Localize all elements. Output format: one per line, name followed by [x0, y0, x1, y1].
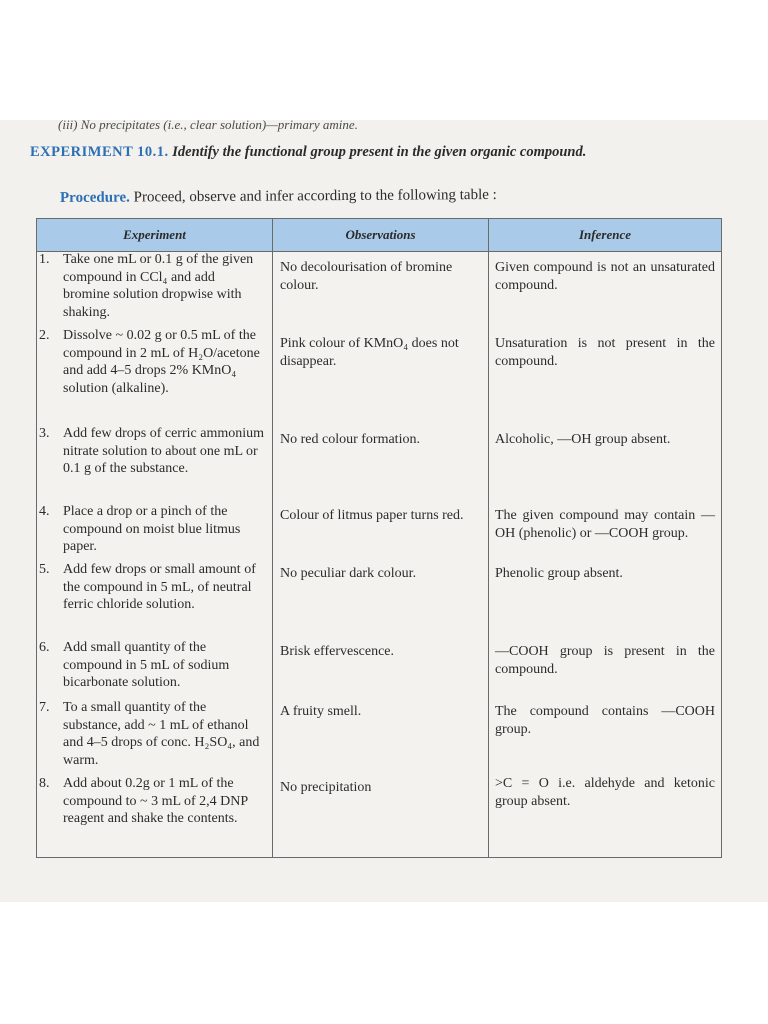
inference-cell: >C = O i.e. aldehyde and ketonic group absent. [495, 776, 715, 809]
experiment-cell [39, 425, 265, 478]
observation-cell: No red colour formation. [280, 432, 420, 447]
inference-cell: The given compound may contain —OH (phenolic) or —COOH group. [495, 508, 715, 541]
experiment-cell [39, 639, 265, 692]
column-header-experiment: Experiment [123, 227, 186, 242]
experiment-title: Identify the functional group present in the given organic compound. [172, 144, 587, 160]
procedure-line [60, 187, 497, 207]
experiment-text: Dissolve ~ 0.02 g or 0.5 mL of the compound in 2 mL of H₂O/acetone and add 4–5 drops 2% KMnO₄ solution (alkaline). [63, 328, 260, 396]
experiment-label: EXPERIMENT 10.1. [30, 144, 169, 160]
column-header-inference: Inference [488, 219, 721, 251]
observation-cell: No precipitation [280, 780, 372, 795]
experiment-cell [39, 503, 265, 556]
procedure-text: Proceed, observe and infer according to the following table : [133, 186, 497, 206]
inference-cell: Alcoholic, —OH group absent. [495, 432, 671, 447]
row-number: 1. [39, 252, 50, 267]
inference-cell: Phenolic group absent. [495, 566, 623, 581]
previous-text-line: (iii) No precipitates (i.e., clear solution)—primary amine. [58, 117, 358, 132]
column-header-observations: Observations [272, 219, 488, 251]
experiment-cell [39, 561, 265, 614]
row-number: 2. [39, 328, 50, 343]
inference-cell: Given compound is not an unsaturated compound. [495, 260, 715, 293]
row-number: 7. [39, 700, 50, 715]
experiment-text: Add few drops or small amount of the compound in 5 mL, of neutral ferric chloride solution. [63, 562, 256, 612]
row-number: 5. [39, 562, 50, 577]
observation-cell: No decolourisation of bromine colour. [280, 260, 453, 293]
experiment-cell [39, 699, 265, 769]
experiment-cell [39, 327, 265, 397]
observation-cell: Colour of litmus paper turns red. [280, 508, 464, 523]
experiment-heading [30, 143, 730, 161]
row-number: 8. [39, 776, 50, 791]
experiment-cell [39, 251, 265, 321]
experiment-text: To a small quantity of the substance, add ~ 1 mL of ethanol and 4–5 drops of conc. H₂SO₄, and warm. [63, 700, 260, 768]
observation-cell: No peculiar dark colour. [280, 566, 417, 581]
row-number: 3. [39, 426, 50, 441]
observation-cell: Brisk effervescence. [280, 644, 395, 659]
observation-cell: Pink colour of KMnO₄ does not disappear. [280, 336, 459, 369]
experiment-text: Place a drop or a pinch of the compound on moist blue litmus paper. [63, 504, 241, 554]
row-number: 4. [39, 504, 50, 519]
experiment-table [36, 218, 722, 858]
inference-cell: The compound contains —COOH group. [495, 704, 715, 737]
row-number: 6. [39, 640, 50, 655]
observation-cell: A fruity smell. [280, 704, 362, 719]
column-divider [272, 252, 273, 857]
experiment-text: Add about 0.2g or 1 mL of the compound to ~ 3 mL of 2,4 DNP reagent and shake the contents. [63, 776, 248, 826]
experiment-cell [39, 775, 265, 828]
inference-cell: Unsaturation is not present in the compound. [495, 336, 715, 369]
column-divider [488, 252, 489, 857]
experiment-text: Add few drops of cerric ammonium nitrate solution to about one mL or 0.1 g of the substance. [63, 426, 264, 476]
table-header [37, 219, 721, 252]
inference-cell: —COOH group is present in the compound. [495, 644, 715, 677]
experiment-text: Add small quantity of the compound in 5 mL of sodium bicarbonate solution. [63, 640, 230, 690]
experiment-text: Take one mL or 0.1 g of the given compound in CCl₄ and add bromine solution dropwise with shaking. [63, 252, 254, 320]
procedure-label: Procedure. [59, 189, 130, 206]
